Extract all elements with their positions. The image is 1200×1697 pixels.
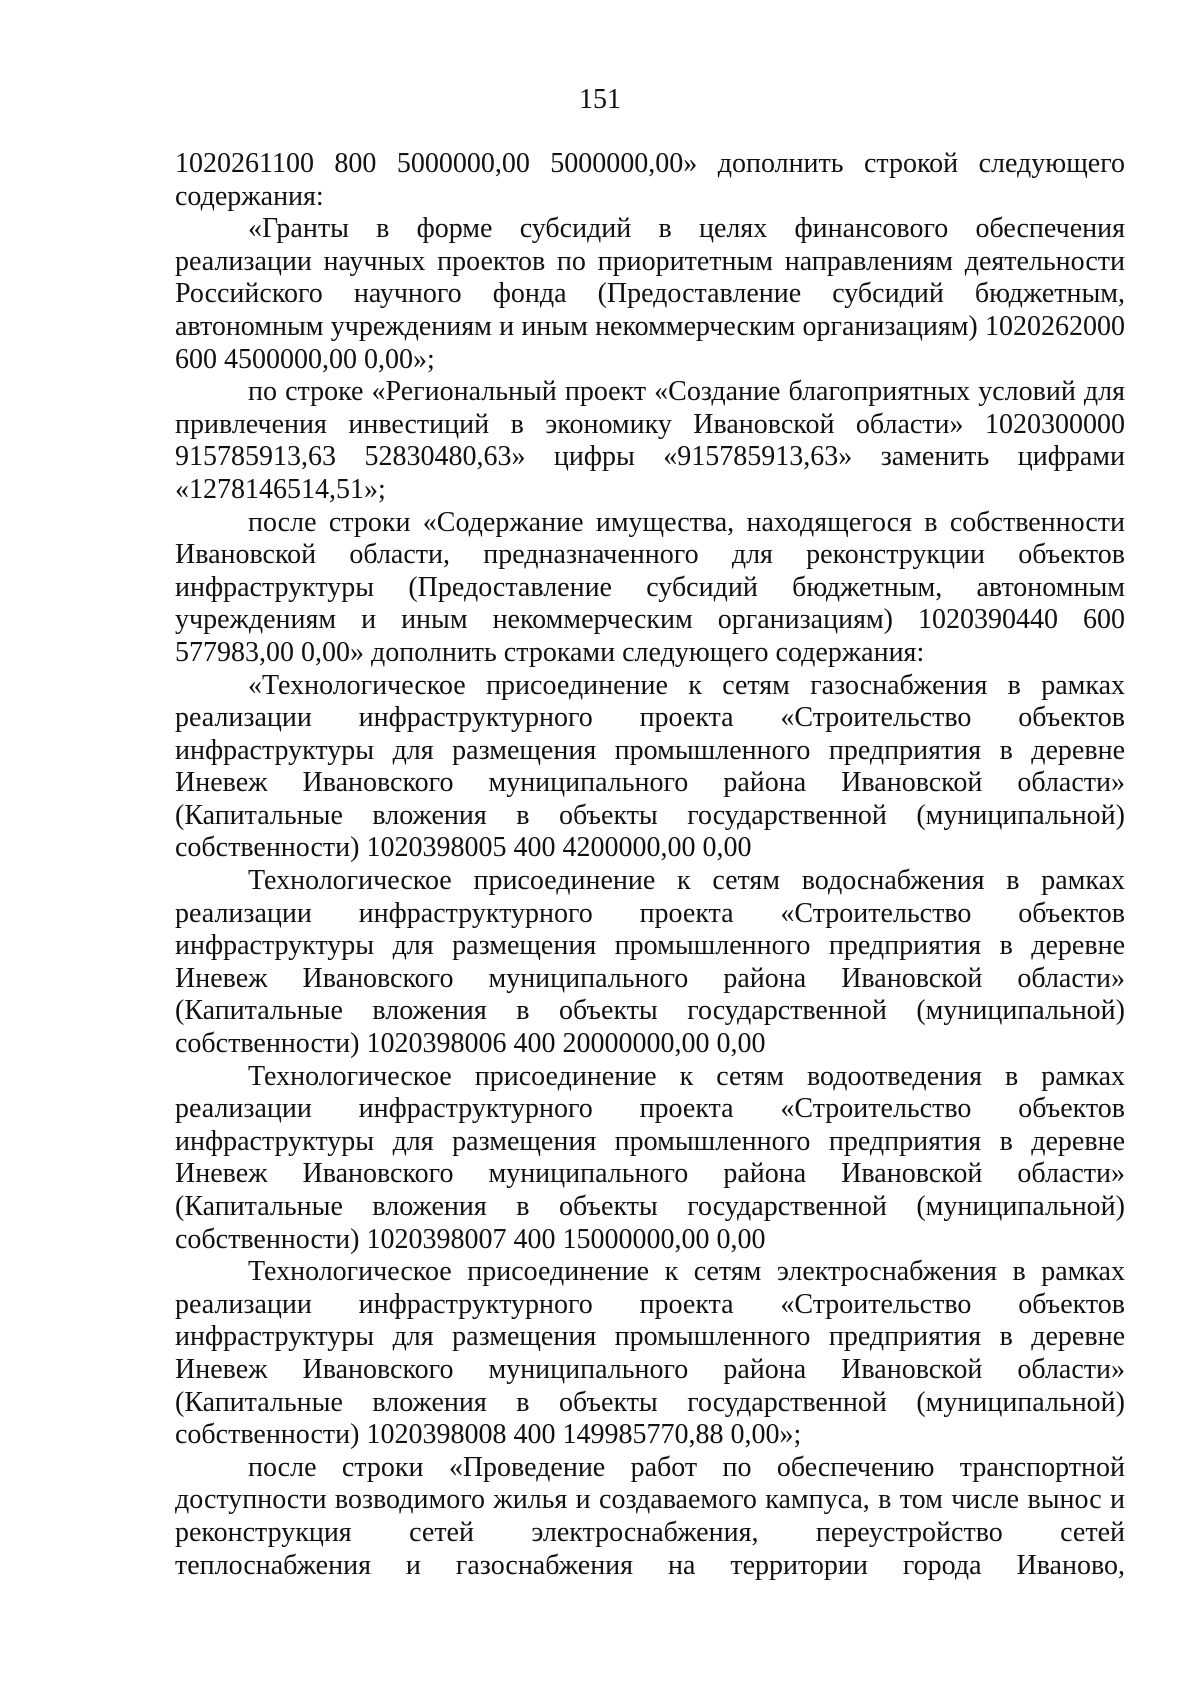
paragraph-water-connection: Технологическое присоединение к сетям водоснабжения в рамках реализации инфраструктурного проекта «Строительство объектов инфраструктуры для размещения промышленного предприятия в деревне Иневеж Ивановского муниципального района Ивановской области» (Капитальные вложения в объекты государственной (муниципальной) собственности) 1020398006 400 20000000,00 0,00	[175, 865, 1125, 1060]
paragraph-gas-connection: «Технологическое присоединение к сетям газоснабжения в рамках реализации инфраструктурного проекта «Строительство объектов инфраструктуры для размещения промышленного предприятия в деревне Иневеж Ивановского муниципального района Ивановской области» (Капитальные вложения в объекты государственной (муниципальной) собственности) 1020398005 400 4200000,00 0,00	[175, 669, 1125, 864]
paragraph-grants-row: «Гранты в форме субсидий в целях финансового обеспечения реализации научных проектов по приоритетным направлениям деятельности Российского научного фонда (Предоставление субсидий бюджетным, автономным учреждениям и иным некоммерческим организациям) 1020262000 600 4500000,00 0,00»;	[175, 213, 1125, 375]
page-number: 151	[579, 84, 621, 115]
paragraph-continuation: 1020261100 800 5000000,00 5000000,00» дополнить строкой следующего содержания:	[175, 148, 1125, 212]
paragraph-regional-project: по строке «Региональный проект «Создание благоприятных условий для привлечения инвестиций в экономику Ивановской области» 1020300000 915785913,63 52830480,63» цифры «915785913,63» заменить цифрами «1278146514,51»;	[175, 376, 1125, 505]
paragraph-property-maintenance: после строки «Содержание имущества, находящегося в собственности Ивановской области, предназначенного для реконструкции объектов инфраструктуры (Предоставление субсидий бюджетным, автономным учреждениям и иным некоммерческим организациям) 1020390440 600 577983,00 0,00» дополнить строками следующего содержания:	[175, 506, 1125, 668]
document-body	[175, 148, 1125, 1582]
paragraph-transport-access: после строки «Проведение работ по обеспечению транспортной доступности возводимого жилья и создаваемого кампуса, в том числе вынос и реконструкция сетей электроснабжения, переустройство сетей теплоснабжения и газоснабжения на территории города Иваново,	[175, 1451, 1125, 1581]
paragraph-wastewater-connection: Технологическое присоединение к сетям водоотведения в рамках реализации инфраструктурного проекта «Строительство объектов инфраструктуры для размещения промышленного предприятия в деревне Иневеж Ивановского муниципального района Ивановской области» (Капитальные вложения в объекты государственной (муниципальной) собственности) 1020398007 400 15000000,00 0,00	[175, 1060, 1125, 1255]
paragraph-electricity-connection: Технологическое присоединение к сетям электроснабжения в рамках реализации инфраструктурного проекта «Строительство объектов инфраструктуры для размещения промышленного предприятия в деревне Иневеж Ивановского муниципального района Ивановской области» (Капитальные вложения в объекты государственной (муниципальной) собственности) 1020398008 400 149985770,88 0,00»;	[175, 1256, 1125, 1451]
